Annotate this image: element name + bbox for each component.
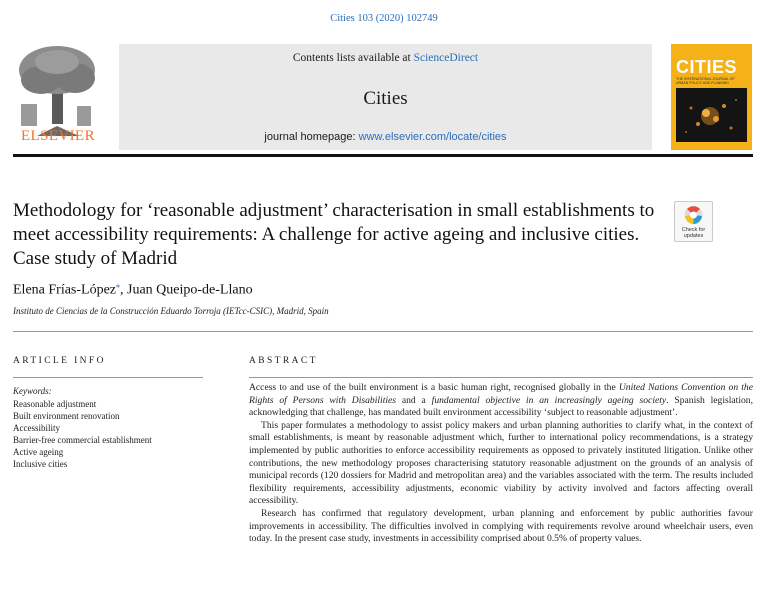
author-separator: , xyxy=(120,282,128,298)
author-2[interactable]: Juan Queipo-de-Llano xyxy=(127,282,253,298)
abstract-text: and a xyxy=(396,394,432,406)
abstract-text: Access to and use of the built environment is a basic human right, recognised globally in the xyxy=(249,382,619,393)
journal-citation[interactable]: Cities 103 (2020) 102749 xyxy=(330,13,438,24)
keyword-item: Built environment renovation xyxy=(13,411,120,421)
keyword-item: Accessibility xyxy=(13,423,60,433)
crossmark-icon xyxy=(675,202,712,228)
contents-prefix: Contents lists available at xyxy=(292,52,414,64)
cover-city-lights-image xyxy=(676,88,747,142)
article-info-rule xyxy=(13,377,203,378)
abstract-rule xyxy=(249,377,753,378)
cover-subtitle: THE INTERNATIONAL JOURNAL OF URBAN POLICY AND PLANNING xyxy=(676,77,735,85)
journal-homepage-link[interactable]: www.elsevier.com/locate/cities xyxy=(358,131,507,143)
abstract-paragraph-3: Research has confirmed that regulatory development, urban planning and enforcement by public authorities favour improvements in accessibility. The difficulties involved in complying with requirements revolve around wheelchair users, even today. In the present case study, investments in accessibility comprised about 0.5% of property values. xyxy=(249,507,753,545)
affiliation: Instituto de Ciencias de la Construcción Eduardo Torroja (IETcc-CSIC), Madrid, Spain xyxy=(13,306,329,316)
header-rule xyxy=(13,154,753,157)
keyword-item: Barrier-free commercial establishment xyxy=(13,435,152,445)
abstract-body xyxy=(249,382,753,546)
cover-title: CITIES xyxy=(676,57,738,77)
author-list xyxy=(13,281,253,299)
sciencedirect-link[interactable]: ScienceDirect xyxy=(413,52,479,64)
publisher-wordmark[interactable]: ELSEVIER xyxy=(20,128,96,144)
check-for-updates-badge[interactable] xyxy=(674,201,713,242)
crossmark-label: Check for updates xyxy=(681,227,706,239)
abstract-paragraph-1 xyxy=(249,382,753,420)
journal-cover[interactable] xyxy=(671,44,752,150)
abstract-text: . Spanish legislation, acknowledging that challenge, has mandated built environment accessibility ‘subject to reasonable adjustment’. xyxy=(249,394,753,419)
keyword-list xyxy=(13,398,152,470)
abstract-emphasis: United Nations Convention on the Rights of Persons with Disabilities xyxy=(249,382,753,406)
article-title: Methodology for ‘reasonable adjustment’ characterisation in small establishments to meet accessibility requirements: A challenge for active ageing and inclusive cities. Case study of Madrid xyxy=(13,200,655,269)
corresponding-author-mark[interactable]: ⁎ xyxy=(116,281,121,290)
journal-banner xyxy=(119,44,652,150)
keyword-item: Reasonable adjustment xyxy=(13,399,97,409)
contents-line xyxy=(119,52,652,64)
keyword-item: Active ageing xyxy=(13,447,64,457)
author-1[interactable]: Elena Frías-López xyxy=(13,282,117,298)
journal-name: Cities xyxy=(363,88,408,109)
keyword-item: Inclusive cities xyxy=(13,459,68,469)
article-info-heading: ARTICLE INFO xyxy=(13,356,106,366)
abstract-heading: ABSTRACT xyxy=(249,356,318,366)
abstract-emphasis: fundamental objective in an increasingly ageing society xyxy=(431,394,667,406)
affiliation-rule xyxy=(13,331,753,332)
homepage-prefix: journal homepage: xyxy=(264,131,359,143)
homepage-line xyxy=(119,131,652,143)
abstract-paragraph-2: This paper formulates a methodology to assist policy makers and urban planning authorities to clarify what, in the context of small establishments, is meant by reasonable adjustment which, further to international policy recommendations, is a strategy implemented by public authorities to enforce accessibility requirements as opposed to privately instituted litigation. Unlike other contributions, the new methodology proposes characterising statutory reasonable adjustment on the grounds of an analysis of municipal records (120 dossiers for Madrid and metropolitan area) and the variables associated with the term. The results included flexibility requirements, accessibility adjustments, economic viability by activity involved and factors affecting overall accessibility. xyxy=(249,419,753,507)
keywords-label: Keywords: xyxy=(13,386,52,396)
